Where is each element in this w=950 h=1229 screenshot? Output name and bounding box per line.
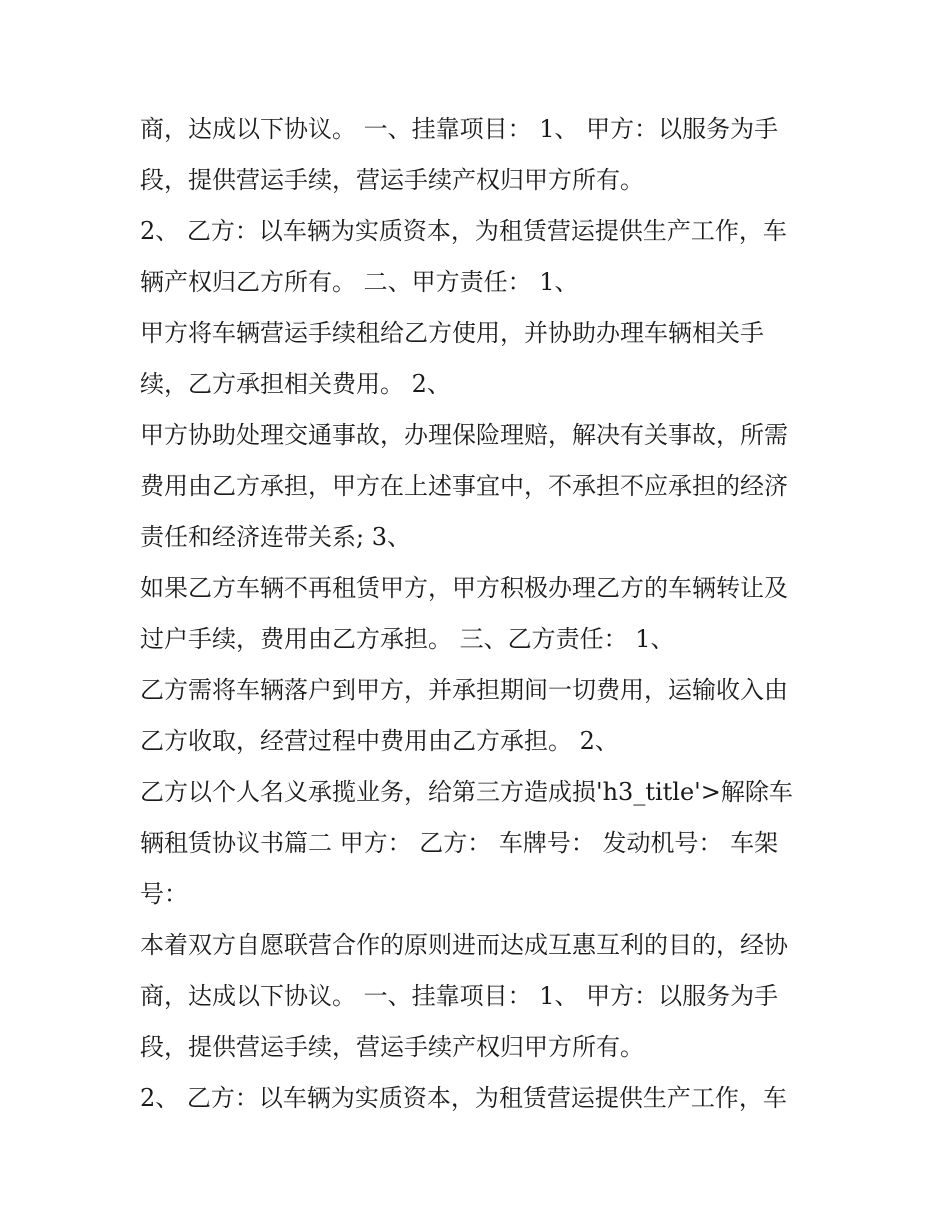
text-line-16: 号： xyxy=(140,880,188,908)
text-line-12: 乙方需将车辆落户到甲方，并承担期间一切费用，运输收入由 xyxy=(140,676,788,704)
text-line-9: 责任和经济连带关系; 3、 xyxy=(140,523,411,551)
text-line-17: 本着双方自愿联营合作的原则进而达成互惠互利的目的，经协 xyxy=(140,931,788,959)
text-line-4: 辆产权归乙方所有。 二、甲方责任： 1、 xyxy=(140,268,579,296)
text-line-15: 辆租赁协议书篇二 甲方： 乙方： 车牌号： 发动机号： 车架 xyxy=(140,829,779,857)
text-line-14: 乙方以个人名义承揽业务，给第三方造成损'h3_title'>解除车 xyxy=(140,778,793,806)
text-line-5: 甲方将车辆营运手续租给乙方使用，并协助办理车辆相关手 xyxy=(140,319,764,347)
document-body xyxy=(140,104,820,1124)
text-line-8: 费用由乙方承担，甲方在上述事宜中，不承担不应承担的经济 xyxy=(140,472,788,500)
text-line-2: 段，提供营运手续，营运手续产权归甲方所有。 xyxy=(140,166,644,194)
text-line-3: 2、 乙方：以车辆为实质资本，为租赁营运提供生产工作，车 xyxy=(140,217,787,245)
text-line-1: 商，达成以下协议。 一、挂靠项目： 1、 甲方：以服务为手 xyxy=(140,115,779,143)
text-line-10: 如果乙方车辆不再租赁甲方，甲方积极办理乙方的车辆转让及 xyxy=(140,574,788,602)
text-line-19: 段，提供营运手续，营运手续产权归甲方所有。 xyxy=(140,1033,644,1061)
text-line-20: 2、 乙方：以车辆为实质资本，为租赁营运提供生产工作，车 xyxy=(140,1084,787,1112)
text-line-7: 甲方协助处理交通事故，办理保险理赔，解决有关事故，所需 xyxy=(140,421,788,449)
text-line-13: 乙方收取，经营过程中费用由乙方承担。 2、 xyxy=(140,727,619,755)
text-line-18: 商，达成以下协议。 一、挂靠项目： 1、 甲方：以服务为手 xyxy=(140,982,779,1010)
text-line-11: 过户手续，费用由乙方承担。 三、乙方责任： 1、 xyxy=(140,625,675,653)
text-line-6: 续，乙方承担相关费用。 2、 xyxy=(140,370,451,398)
